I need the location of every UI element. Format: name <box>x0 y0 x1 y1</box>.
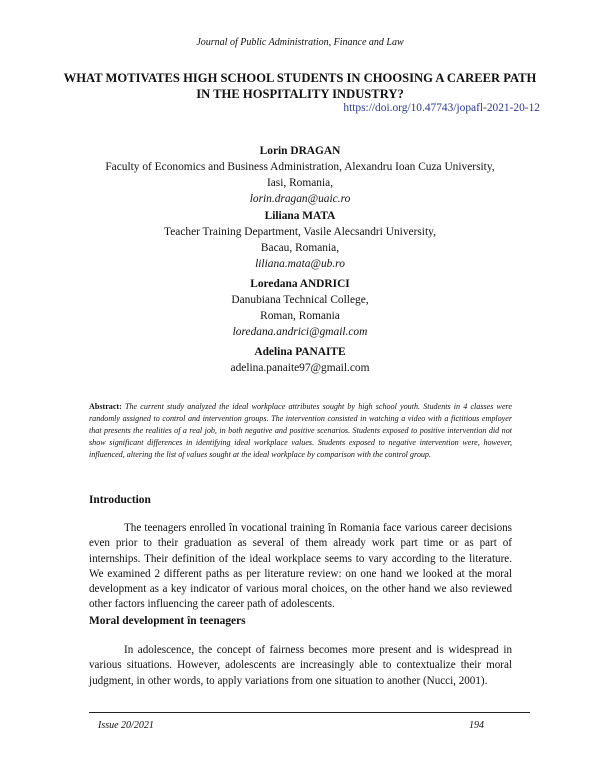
author-name: Adelina PANAITE <box>254 346 346 358</box>
paragraph-text: The teenagers enrolled în vocational training în Romania face various career decisions even prior to their graduation as several of them already work part time or as part of internships. Their definition of the ideal workplace seems to vary according to the literature. We examined 2 different paths as per literature review: on one hand we looked at the moral development as a key indicator of various moral choices, on the other hand we also reviewed other factors influencing the career path of adolescents. <box>89 522 512 611</box>
author-location: Iasi, Romania, <box>266 177 334 189</box>
author-block <box>0 344 600 376</box>
section-paragraph <box>89 521 512 613</box>
author-name: Lorin DRAGAN <box>259 145 341 157</box>
section-paragraph <box>89 643 512 689</box>
author-block <box>0 208 600 272</box>
abstract <box>89 401 512 461</box>
footer-issue: Issue 20/2021 <box>98 720 154 731</box>
abstract-label: Abstract: <box>89 402 122 411</box>
author-block <box>0 276 600 340</box>
author-affiliation: Danubiana Technical College, <box>231 294 369 306</box>
author-email[interactable]: adelina.panaite97@gmail.com <box>230 362 370 374</box>
author-email[interactable]: lorin.dragan@uaic.ro <box>249 193 351 205</box>
paper-title: WHAT MOTIVATES HIGH SCHOOL STUDENTS IN CHOOSING A CAREER PATH IN THE HOSPITALITY INDUSTRY? <box>63 71 537 101</box>
author-affiliation: Teacher Training Department, Vasile Alecsandri University, <box>164 226 436 238</box>
section-heading-introduction: Introduction <box>89 494 151 506</box>
author-name: Loredana ANDRICI <box>250 278 350 290</box>
paragraph-text: In adolescence, the concept of fairness becomes more present and is widespread in various situations. However, adolescents are increasingly able to contextualize their moral judgment, in other words, to apply variations from one situation to another (Nucci, 2001). <box>89 644 512 687</box>
footer-rule <box>89 712 530 713</box>
section-heading-moral-development: Moral development în teenagers <box>89 615 246 627</box>
author-affiliation: Faculty of Economics and Business Administration, Alexandru Ioan Cuza University, <box>105 161 495 173</box>
author-block <box>0 143 600 207</box>
author-location: Bacau, Romania, <box>260 242 340 254</box>
author-email[interactable]: loredana.andrici@gmail.com <box>232 326 368 338</box>
author-name: Liliana MATA <box>264 210 336 222</box>
doi-link[interactable]: https://doi.org/10.47743/jopafl-2021-20-12 <box>343 102 540 114</box>
author-email[interactable]: liliana.mata@ub.ro <box>255 258 345 270</box>
journal-header: Journal of Public Administration, Finance and Law <box>196 37 404 48</box>
abstract-text: The current study analyzed the ideal workplace attributes sought by high school youth. Students in 4 classes were randomly assigned to control and intervention groups. The intervention consisted in watching a video with a fictitious employer that presents the realities of a real job, in both negative and positive scenarios. Students exposed to positive intervention did not show significant differences in identifying ideal workplace values. Students exposed to negative intervention were, however, influenced, altering the list of values sought at the ideal workplace by comparison with the control group. <box>89 402 512 459</box>
author-location: Roman, Romania <box>260 310 340 322</box>
page-number: 194 <box>469 720 484 731</box>
